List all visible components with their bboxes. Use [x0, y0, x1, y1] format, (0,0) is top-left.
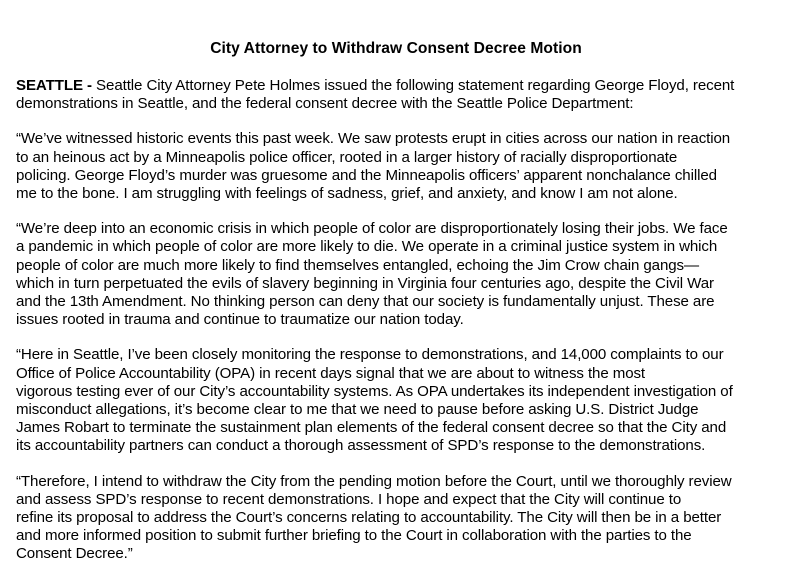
paragraph-line: me to the bone. I am struggling with feelings of sadness, grief, and anxiety, and know I am not alone. [16, 185, 678, 203]
document-title: City Attorney to Withdraw Consent Decree Motion [210, 40, 582, 57]
paragraph-line: “We’ve witnessed historic events this past week. We saw protests erupt in cities across our nation in reaction [16, 130, 731, 148]
paragraph-line: and more informed position to submit further briefing to the Court in collaboration with the parties to the [16, 527, 692, 545]
intro-line-text: Seattle City Attorney Pete Holmes issued the following statement regarding George Floyd, recent [91, 77, 735, 94]
paragraph-line: “Therefore, I intend to withdraw the City from the pending motion before the Court, until we thoroughly review [16, 472, 732, 490]
paragraph-line: policing. George Floyd’s murder was gruesome and the Minneapolis officers’ apparent nonchalance chilled [16, 166, 717, 184]
paragraph-quote-historic-events [16, 130, 776, 203]
paragraph-line: “Here in Seattle, I’ve been closely monitoring the response to demonstrations, and 14,000 complaints to our [16, 346, 724, 364]
paragraph-line: its accountability partners can conduct a thorough assessment of SPD’s response to the demonstrations. [16, 437, 706, 455]
paragraph-line: vigorous testing ever of our City’s accountability systems. As OPA undertakes its independent investigation of [16, 382, 733, 400]
paragraph-line: a pandemic in which people of color are more likely to die. We operate in a criminal justice system in which [16, 238, 718, 256]
paragraph-line: Office of Police Accountability (OPA) in recent days signal that we are about to witness the most [16, 364, 646, 382]
paragraph-line: and the 13th Amendment. No thinking person can deny that our society is fundamentally unjust. These are [16, 293, 715, 311]
paragraph-line: issues rooted in trauma and continue to traumatize our nation today. [16, 311, 464, 329]
paragraph-intro [16, 77, 776, 113]
paragraph-line: “We’re deep into an economic crisis in which people of color are disproportionately losing their jobs. We face [16, 220, 728, 238]
paragraph-line: people of color are much more likely to find themselves entangled, echoing the Jim Crow chain gangs— [16, 256, 700, 274]
paragraph-line: demonstrations in Seattle, and the federal consent decree with the Seattle Police Department: [16, 95, 634, 113]
paragraph-line: refine its proposal to address the Court’s concerns relating to accountability. The City will then be in a better [16, 509, 722, 527]
paragraph-quote-economic-crisis [16, 220, 776, 329]
paragraph-line [16, 77, 776, 95]
paragraph-line: and assess SPD’s response to recent demonstrations. I hope and expect that the City will continue to [16, 490, 682, 508]
dateline: SEATTLE - [16, 77, 92, 94]
paragraph-quote-withdraw-motion [16, 473, 776, 564]
paragraph-line: Consent Decree.” [16, 545, 133, 563]
paragraph-line: James Robart to terminate the sustainment plan elements of the federal consent decree so that the City and [16, 419, 727, 437]
paragraph-line: misconduct allegations, it’s become clear to me that we need to pause before asking U.S. District Judge [16, 401, 699, 419]
paragraph-quote-seattle-monitoring [16, 346, 776, 455]
paragraph-line: to an heinous act by a Minneapolis police officer, rooted in a larger history of racially disproportionate [16, 148, 678, 166]
paragraph-line: which in turn perpetuated the evils of slavery beginning in Virginia four centuries ago, despite the Civil War [16, 274, 714, 292]
